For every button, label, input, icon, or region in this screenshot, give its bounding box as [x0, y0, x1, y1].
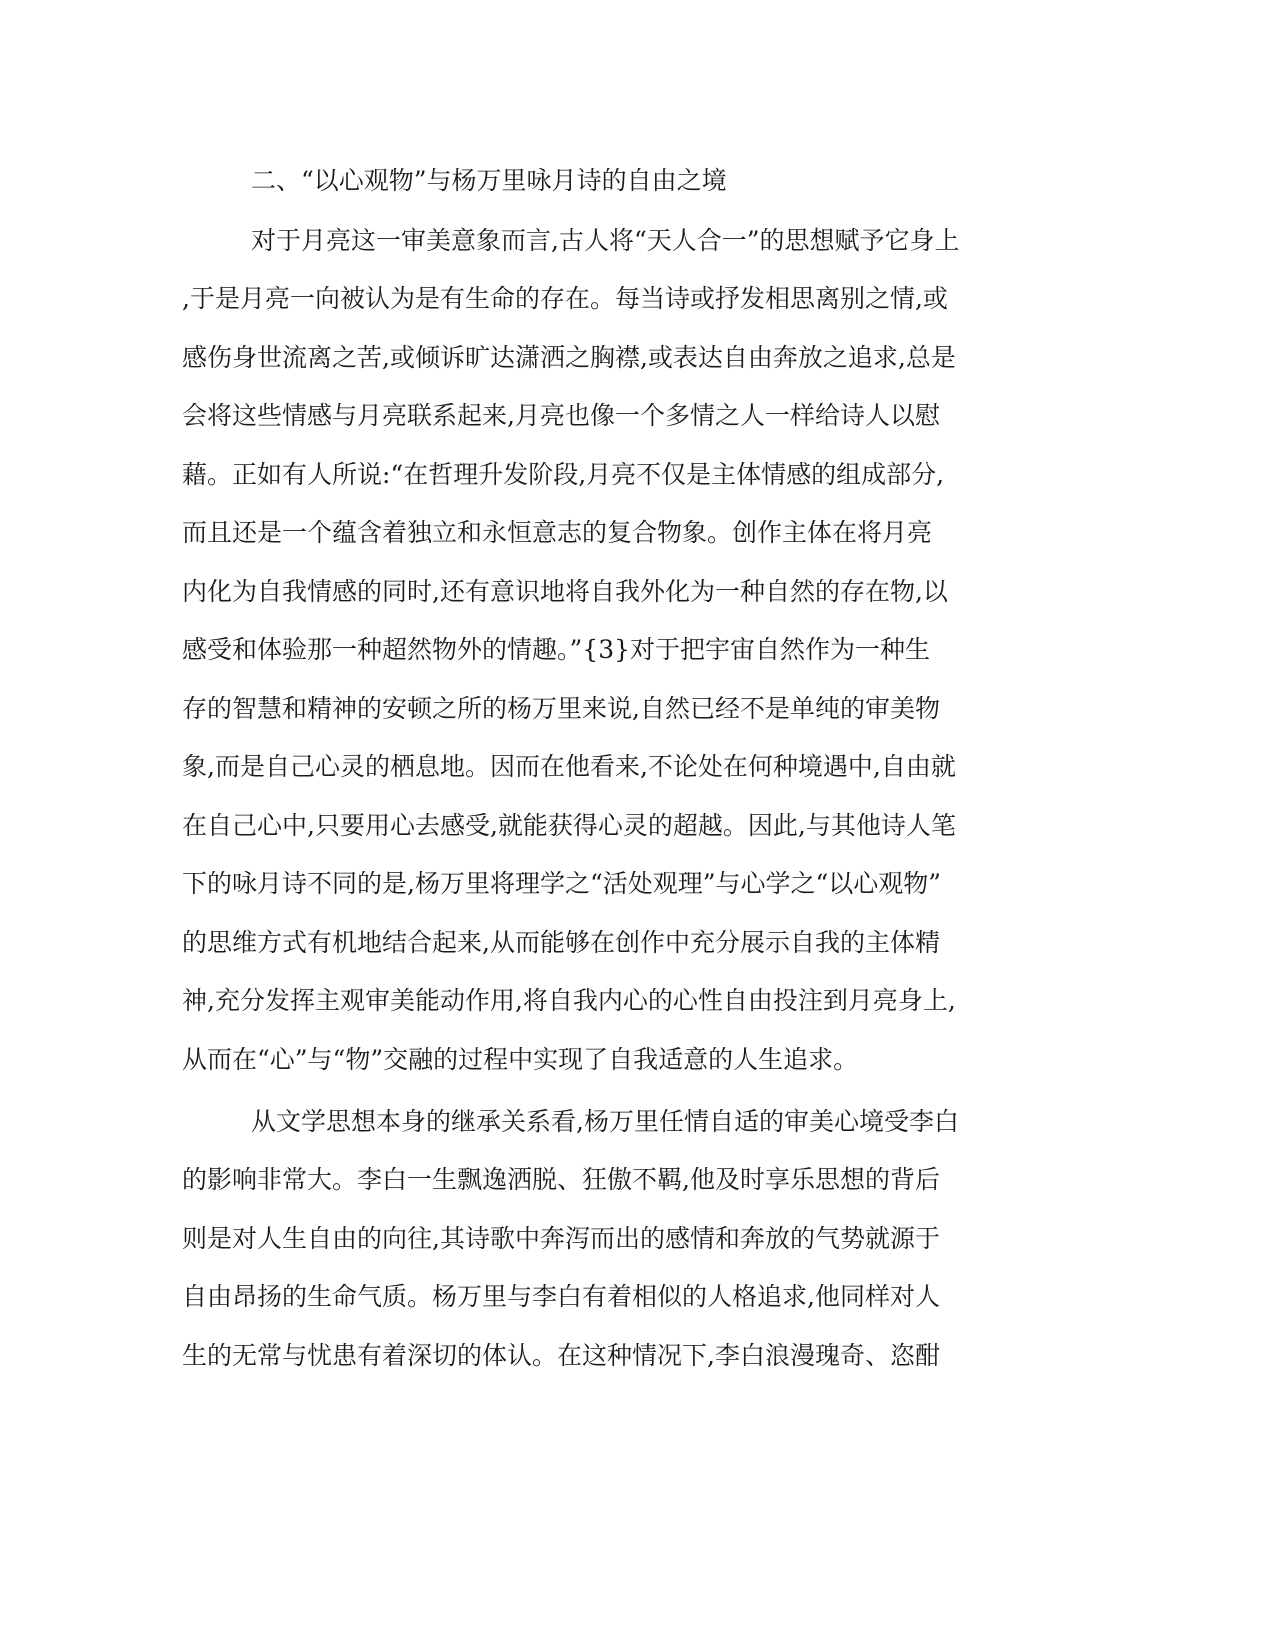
text-line: 下的咏月诗不同的是,杨万里将理学之“活处观理”与心学之“以心观物” [182, 869, 942, 898]
text-line: 内化为自我情感的同时,还有意识地将自我外化为一种自然的存在物,以 [182, 577, 948, 606]
text-line: 生的无常与忧患有着深切的体认。在这种情况下,李白浪漫瑰奇、恣酣 [182, 1341, 940, 1370]
section-heading: 二、“以心观物”与杨万里咏月诗的自由之境 [251, 166, 727, 195]
text-line: 感伤身世流离之苦,或倾诉旷达潇洒之胸襟,或表达自由奔放之追求,总是 [182, 343, 956, 372]
text-line: 从文学思想本身的继承关系看,杨万里任情自适的审美心境受李白 [251, 1107, 959, 1136]
text-line: 存的智慧和精神的安顿之所的杨万里来说,自然已经不是单纯的审美物 [182, 694, 940, 723]
text-line: 的影响非常大。李白一生飘逸洒脱、狂傲不羁,他及时享乐思想的背后 [182, 1165, 940, 1194]
text-line: 从而在“心”与“物”交融的过程中实现了自我适意的人生追求。 [182, 1045, 859, 1074]
text-line: 对于月亮这一审美意象而言,古人将“天人合一”的思想赋予它身上 [251, 226, 960, 255]
text-line: ,于是月亮一向被认为是有生命的存在。每当诗或抒发相思离别之情,或 [182, 284, 948, 313]
text-line: 会将这些情感与月亮联系起来,月亮也像一个多情之人一样给诗人以慰 [182, 401, 940, 430]
text-line: 自由昂扬的生命气质。杨万里与李白有着相似的人格追求,他同样对人 [182, 1282, 940, 1311]
text-line: 则是对人生自由的向往,其诗歌中奔泻而出的感情和奔放的气势就源于 [182, 1224, 940, 1253]
text-line: 藉。正如有人所说:“在哲理升发阶段,月亮不仅是主体情感的组成部分, [182, 460, 945, 489]
text-line: 感受和体验那一种超然物外的情趣。”{3}对于把宇宙自然作为一种生 [182, 635, 931, 664]
text-line: 在自己心中,只要用心去感受,就能获得心灵的超越。因此,与其他诗人笔 [182, 811, 956, 840]
text-line: 神,充分发挥主观审美能动作用,将自我内心的心性自由投注到月亮身上, [182, 986, 956, 1015]
text-line: 象,而是自己心灵的栖息地。因而在他看来,不论处在何种境遇中,自由就 [182, 752, 956, 781]
text-line: 而且还是一个蕴含着独立和永恒意志的复合物象。创作主体在将月亮 [182, 518, 933, 547]
text-line: 的思维方式有机地结合起来,从而能够在创作中充分展示自我的主体精 [182, 928, 940, 957]
